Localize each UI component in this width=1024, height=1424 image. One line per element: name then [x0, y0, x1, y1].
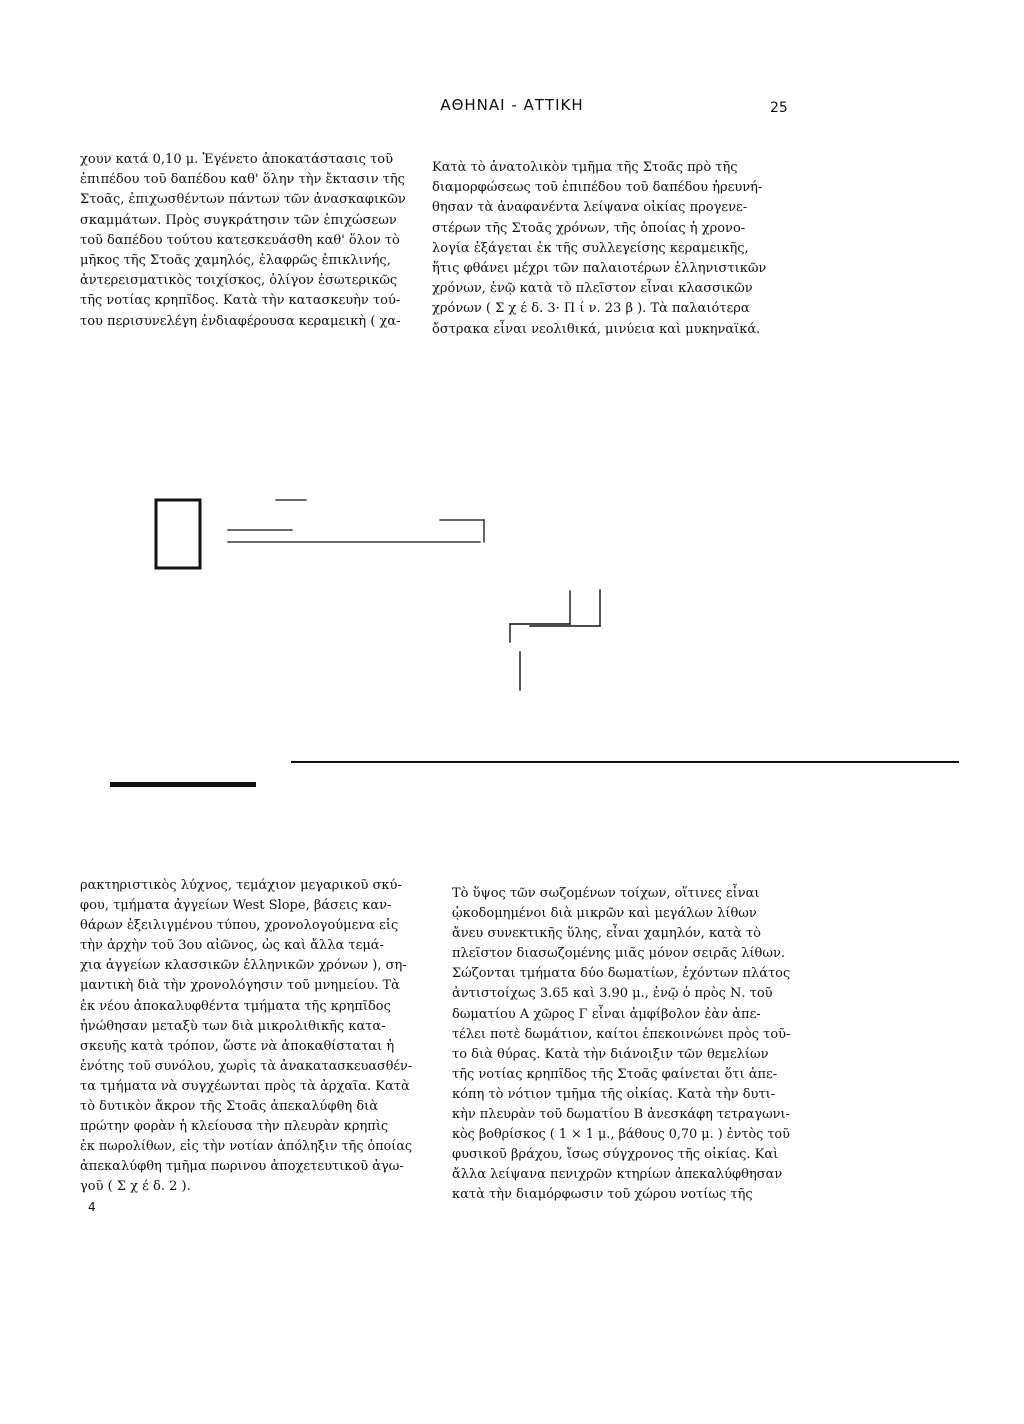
text-line: κατὰ τὴν διαμόρφωσιν τοῦ χώρου νοτίως τῆς	[452, 1187, 753, 1203]
plan-drawing	[100, 480, 960, 800]
text-line: θάρων ἐξειλιγμένου τύπου, χρονολογούμενα εἰς	[80, 918, 399, 934]
text-line: ἠνώθησαν μεταξὺ των διὰ μικρολιθικῆς κατα-	[80, 1018, 386, 1034]
text-line: λογία ἐξάγεται ἐκ τῆς συλλεγείσης κεραμεικῆς,	[432, 240, 749, 256]
text-line: δωματίου Α χῶρος Γ εἶναι ἀμφίβολον ἐὰν ἀπε-	[452, 1006, 761, 1022]
footnote-mark: 4	[88, 1200, 96, 1214]
text-line: ἄλλα λείψανα πενιχρῶν κτηρίων ἀπεκαλύφθησαν	[452, 1167, 783, 1183]
text-line: πρώτην φορὰν ἡ κλείουσα τὴν πλευρὰν κρηπὶς	[80, 1119, 389, 1135]
text-line: κὸς βοθρίσκος ( 1 × 1 μ., βάθους 0,70 μ. ) ἐντὸς τοῦ	[452, 1127, 790, 1143]
text-column-top-right	[432, 158, 786, 340]
running-title: ΑΘΗΝΑΙ - ΑΤΤΙΚΗ	[440, 96, 584, 114]
text-line: ὄστρακα εἶναι νεολιθικά, μινύεια καὶ μυκηναϊκά.	[432, 321, 761, 337]
text-line: ἀντιστοίχως 3.65 καὶ 3.90 μ., ἐνῷ ὁ πρὸς Ν. τοῦ	[452, 986, 773, 1002]
text-line: σκευῆς κατὰ τρόπον, ὥστε νὰ ἀποκαθίσταται ἡ	[80, 1038, 395, 1054]
text-line: Τὸ ὕψος τῶν σωζομένων τοίχων, οἵτινες εἶναι	[452, 886, 760, 901]
text-line: χια ἀγγείων κλασσικῶν ἑλληνικῶν χρόνων ), ση-	[80, 958, 407, 974]
text-line: χουν κατά 0,10 μ. Ἐγένετο ἀποκατάστασις τοῦ	[80, 152, 393, 167]
plan-room-outline	[510, 590, 600, 690]
text-line: τὴν ἀρχὴν τοῦ 3ου αἰῶνος, ὡς καὶ ἄλλα τεμά-	[80, 938, 384, 954]
text-line: ἀντερεισματικὸς τοιχίσκος, ὀλίγον ἐσωτερικῶς	[80, 273, 398, 289]
plan-square-outline	[156, 500, 200, 568]
text-line: τὸ δυτικὸν ἄκρον τῆς Στοᾶς ἀπεκαλύφθη διὰ	[80, 1099, 379, 1115]
text-line: μῆκος τῆς Στοᾶς χαμηλός, ἐλαφρῶς ἐπικλινής,	[80, 253, 391, 269]
text-column-top-left	[80, 150, 410, 332]
text-line: ρακτηριστικὸς λύχνος, τεμάχιον μεγαρικοῦ σκύ-	[80, 878, 402, 893]
text-line: Στοᾶς, ἐπιχωσθέντων πάντων τῶν ἀνασκαφικῶν	[80, 192, 406, 208]
text-line: Σώζονται τμήματα δύο δωματίων, ἐχόντων πλάτος	[452, 966, 791, 982]
text-line: ἄνευ συνεκτικῆς ὕλης, εἶναι χαμηλόν, κατὰ τὸ	[452, 926, 761, 942]
text-line: ἥτις φθάνει μέχρι τῶν παλαιοτέρων ἑλληνιστικῶν	[432, 261, 767, 277]
text-line: ᾠκοδομημένοι διὰ μικρῶν καὶ μεγάλων λίθων	[452, 906, 757, 922]
text-line: φου, τμήματα ἀγγείων West Slope, βάσεις καν-	[80, 898, 392, 914]
text-column-bottom-right	[452, 884, 790, 1206]
text-line: τῆς νοτίας κρηπῖδος. Κατὰ τὴν κατασκευὴν τού-	[80, 293, 401, 309]
text-line: πλεῖστον διασωζομένης μιᾶς μόνον σειρᾶς λίθων.	[452, 946, 785, 962]
text-line: γοῦ ( Σ χ έ δ. 2 ).	[80, 1179, 191, 1195]
text-line: τα τμήματα νὰ συγχέωνται πρὸς τὰ ἀρχαῖα. Κατὰ	[80, 1078, 410, 1094]
page-number: 25	[770, 100, 788, 116]
text-line: ἐκ νέου ἀποκαλυφθέντα τμήματα τῆς κρηπῖδος	[80, 998, 391, 1014]
text-line: διαμορφώσεως τοῦ ἐπιπέδου τοῦ δαπέδου ἠρευνή-	[432, 180, 763, 196]
text-line: κὴν πλευρὰν τοῦ δωματίου Β ἀνεσκάφη τετραγωνι-	[452, 1107, 790, 1123]
plan-upper-wall-lines	[228, 500, 484, 542]
text-line: θησαν τὰ ἀναφανέντα λείψανα οἰκίας προγενε-	[432, 200, 748, 216]
text-line: ἐπιπέδου τοῦ δαπέδου καθ' ὅλην τὴν ἔκτασιν τῆς	[80, 172, 405, 188]
page-header	[0, 96, 1024, 120]
text-line: ἑνότης τοῦ συνόλου, χωρὶς τὰ ἀνακατασκευασθέν-	[80, 1058, 413, 1074]
text-line: τέλει ποτὲ δωμάτιον, καίτοι ἐπεκοινώνει πρὸς τοῦ-	[452, 1026, 791, 1042]
plan-short-wall-mark	[110, 782, 256, 787]
text-line: το διὰ θύρας. Κατὰ τὴν διάνοιξιν τῶν θεμελίων	[452, 1046, 769, 1062]
text-column-bottom-left	[80, 876, 412, 1198]
text-line: χρόνων, ἐνῷ κατὰ τὸ πλεῖστον εἶναι κλασσικῶν	[432, 281, 753, 297]
text-line: Κατὰ τὸ ἀνατολικὸν τμῆμα τῆς Στοᾶς πρὸ τῆς	[432, 160, 738, 175]
text-line: τοῦ δαπέδου τούτου κατεσκευάσθη καθ' ὅλον τὸ	[80, 232, 400, 248]
text-line: τῆς νοτίας κρηπῖδος τῆς Στοᾶς φαίνεται ὅτι ἀπε-	[452, 1066, 778, 1082]
text-line: σκαμμάτων. Πρὸς συγκράτησιν τῶν ἐπιχώσεων	[80, 212, 397, 228]
text-line: ἐκ πωρολίθων, εἰς τὴν νοτίαν ἀπόληξιν τῆς ὁποίας	[80, 1139, 413, 1155]
text-line: φυσικοῦ βράχου, ἴσως σύγχρονος τῆς οἰκίας. Καὶ	[452, 1147, 779, 1163]
text-line: κόπη τὸ νότιον τμῆμα τῆς οἰκίας. Κατὰ τὴν δυτι-	[452, 1086, 776, 1102]
text-line: στέρων τῆς Στοᾶς χρόνων, τῆς ὁποίας ἡ χρονο-	[432, 220, 746, 236]
text-line: μαντικὴ διὰ τὴν χρονολόγησιν τοῦ μνημείου. Τὰ	[80, 978, 400, 994]
text-line: του περισυνελέγη ἐνδιαφέρουσα κεραμεικὴ ( χα-	[80, 313, 401, 329]
text-line: ἀπεκαλύφθη τμῆμα πωρινου ἀποχετευτικοῦ ἀγω-	[80, 1159, 404, 1175]
text-line: χρόνων ( Σ χ έ δ. 3· Π ί ν. 23 β ). Τὰ παλαιότερα	[432, 301, 750, 317]
